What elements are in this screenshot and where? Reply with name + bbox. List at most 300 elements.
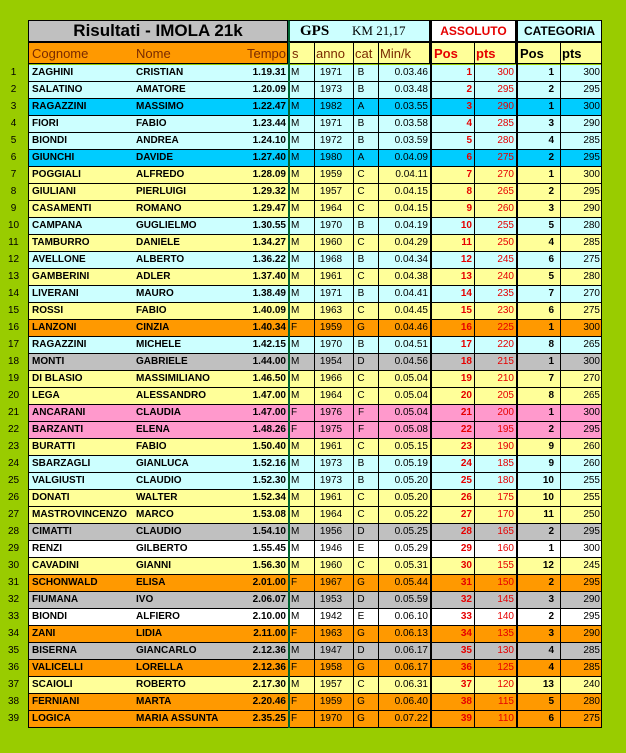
cell-pos: 27 <box>460 509 472 520</box>
cell-cat-pos: 8 <box>548 339 554 350</box>
cell-cat-pos: 10 <box>542 475 554 486</box>
row-number: 18 <box>7 356 20 367</box>
cell-sex: M <box>291 645 300 656</box>
cell-cat: B <box>357 135 365 146</box>
cell-cat: C <box>357 390 365 401</box>
cell-pts: 120 <box>497 679 514 690</box>
cell-anno: 1942 <box>319 611 343 622</box>
cell-cognome: VALICELLI <box>32 662 83 673</box>
cell-cat-pts: 295 <box>583 152 600 163</box>
cell-mink: 0.04.15 <box>394 186 428 197</box>
cell-pts: 130 <box>497 645 514 656</box>
cell-cat-pos: 2 <box>548 84 554 95</box>
cell-sex: M <box>291 84 300 95</box>
cell-mink: 0.03.58 <box>394 118 428 129</box>
cell-anno: 1959 <box>319 169 343 180</box>
cell-pts: 140 <box>497 611 514 622</box>
cell-pts: 185 <box>497 458 514 469</box>
cell-sex: M <box>291 475 300 486</box>
cell-tempo: 1.24.10 <box>252 135 286 146</box>
cell-pts: 290 <box>497 101 514 112</box>
cell-tempo: 1.52.34 <box>252 492 286 503</box>
cell-cat-pts: 295 <box>583 577 600 588</box>
cell-cognome: GAMBERINI <box>32 271 90 282</box>
cell-cognome: CIMATTI <box>32 526 72 537</box>
col-cognome: Cognome <box>32 46 89 61</box>
cell-cat: A <box>357 101 365 112</box>
cell-mink: 0.04.56 <box>394 356 428 367</box>
cell-pts: 255 <box>497 220 514 231</box>
cell-sex: M <box>291 679 300 690</box>
row-number: 7 <box>10 169 17 180</box>
cell-anno: 1953 <box>319 594 343 605</box>
cell-anno: 1959 <box>319 322 343 333</box>
cell-sex: F <box>291 424 298 435</box>
cell-cognome: SCHONWALD <box>32 577 98 588</box>
cell-pts: 200 <box>497 407 514 418</box>
cell-nome: ANDREA <box>136 135 179 146</box>
cell-nome: MARTA <box>136 696 172 707</box>
cell-pts: 175 <box>497 492 514 503</box>
cell-cognome: SCAIOLI <box>32 679 73 690</box>
cell-pos: 29 <box>460 543 472 554</box>
cell-nome: MICHELE <box>136 339 181 350</box>
cell-pos: 14 <box>460 288 472 299</box>
cell-sex: M <box>291 152 300 163</box>
cell-tempo: 1.46.50 <box>252 373 286 384</box>
cell-cat-pts: 260 <box>583 441 600 452</box>
cell-tempo: 1.38.49 <box>252 288 286 299</box>
cell-cat-pos: 6 <box>548 305 554 316</box>
cell-mink: 0.05.15 <box>394 441 428 452</box>
cell-tempo: 2.12.36 <box>252 645 286 656</box>
cell-anno: 1963 <box>319 628 343 639</box>
cell-cognome: CAMPANA <box>32 220 83 231</box>
row-number: 1 <box>10 67 17 78</box>
cell-cognome: BISERNA <box>32 645 78 656</box>
cell-cat: G <box>357 713 365 724</box>
cell-anno: 1980 <box>319 152 343 163</box>
cell-cat: B <box>357 458 365 469</box>
cell-nome: PIERLUIGI <box>136 186 187 197</box>
cell-sex: M <box>291 118 300 129</box>
cell-tempo: 1.50.40 <box>252 441 286 452</box>
row-number: 32 <box>7 594 20 605</box>
cell-mink: 0.04.38 <box>394 271 428 282</box>
cell-cat-pos: 5 <box>548 220 554 231</box>
cell-cat-pts: 300 <box>583 67 600 78</box>
cell-anno: 1957 <box>319 679 343 690</box>
cell-cat: C <box>357 373 365 384</box>
cell-cat-pos: 1 <box>548 169 554 180</box>
cell-cognome: DI BLASIO <box>32 373 83 384</box>
cell-pts: 230 <box>497 305 514 316</box>
cell-pos: 23 <box>460 441 472 452</box>
cell-cat-pos: 4 <box>548 645 554 656</box>
cell-cat-pos: 1 <box>548 67 554 78</box>
cell-pts: 235 <box>497 288 514 299</box>
cell-pos: 30 <box>460 560 472 571</box>
cell-sex: M <box>291 339 300 350</box>
cell-anno: 1976 <box>319 407 343 418</box>
cell-sex: F <box>291 577 298 588</box>
cell-sex: M <box>291 203 300 214</box>
cell-nome: MASSIMO <box>136 101 184 112</box>
cell-pts: 220 <box>497 339 514 350</box>
cell-tempo: 1.52.30 <box>252 475 286 486</box>
row-number: 10 <box>7 220 20 231</box>
cell-sex: M <box>291 237 300 248</box>
col-s: s <box>292 46 299 61</box>
col-cat: cat <box>355 46 373 61</box>
grid-line <box>431 42 432 728</box>
cell-sex: M <box>291 356 300 367</box>
cell-sex: M <box>291 288 300 299</box>
cell-nome: LIDIA <box>136 628 163 639</box>
cell-cat-pts: 285 <box>583 645 600 656</box>
cell-tempo: 1.29.32 <box>252 186 286 197</box>
row-number: 12 <box>7 254 20 265</box>
cell-cat-pos: 4 <box>548 135 554 146</box>
cell-cat-pts: 300 <box>583 356 600 367</box>
cell-cat-pts: 255 <box>583 492 600 503</box>
cell-pts: 135 <box>497 628 514 639</box>
col-pos: Pos <box>434 46 458 61</box>
cell-cognome: BURATTI <box>32 441 76 452</box>
cell-pts: 240 <box>497 271 514 282</box>
grid-line <box>560 42 561 728</box>
cell-cat-pos: 4 <box>548 662 554 673</box>
cell-cat-pts: 260 <box>583 458 600 469</box>
cell-pts: 215 <box>497 356 514 367</box>
cell-cognome: TAMBURRO <box>32 237 90 248</box>
cell-cat: C <box>357 169 365 180</box>
cell-cat-pos: 9 <box>548 458 554 469</box>
cell-anno: 1967 <box>319 577 343 588</box>
row-number: 35 <box>7 645 20 656</box>
cell-cat-pos: 8 <box>548 390 554 401</box>
cell-tempo: 1.23.44 <box>252 118 286 129</box>
cell-mink: 0.06.17 <box>394 645 428 656</box>
cell-nome: ALFREDO <box>136 169 185 180</box>
cell-tempo: 1.36.22 <box>252 254 286 265</box>
row-number: 29 <box>7 543 20 554</box>
row-number: 34 <box>7 628 20 639</box>
row-number: 14 <box>7 288 20 299</box>
cell-cognome: RENZI <box>32 543 62 554</box>
cell-sex: M <box>291 526 300 537</box>
cell-cat-pos: 5 <box>548 271 554 282</box>
cell-cat-pos: 13 <box>542 679 554 690</box>
cell-anno: 1957 <box>319 186 343 197</box>
cell-cat-pos: 3 <box>548 594 554 605</box>
cell-nome: GIANCARLO <box>136 645 197 656</box>
cell-anno: 1959 <box>319 696 343 707</box>
cell-pts: 150 <box>497 577 514 588</box>
cell-anno: 1982 <box>319 101 343 112</box>
cell-anno: 1971 <box>319 288 343 299</box>
cell-cat: C <box>357 441 365 452</box>
grid-line <box>28 42 29 728</box>
cell-cognome: BARZANTI <box>32 424 84 435</box>
cell-cognome: RAGAZZINI <box>32 101 87 112</box>
cell-pts: 195 <box>497 424 514 435</box>
col-cat-pos: Pos <box>520 46 544 61</box>
cell-cat-pts: 270 <box>583 288 600 299</box>
cell-pos: 21 <box>460 407 472 418</box>
cell-mink: 0.04.46 <box>394 322 428 333</box>
cell-tempo: 1.27.40 <box>252 152 286 163</box>
cell-cognome: LEGA <box>32 390 60 401</box>
cell-sex: M <box>291 373 300 384</box>
cell-cat: C <box>357 560 365 571</box>
cell-cognome: ROSSI <box>32 305 64 316</box>
cell-cat-pts: 280 <box>583 271 600 282</box>
cell-pts: 145 <box>497 594 514 605</box>
cell-cat-pts: 280 <box>583 220 600 231</box>
cell-pos: 9 <box>466 203 472 214</box>
cell-cat-pos: 1 <box>548 356 554 367</box>
cell-pts: 245 <box>497 254 514 265</box>
cell-mink: 0.05.19 <box>394 458 428 469</box>
cell-cat-pos: 6 <box>548 254 554 265</box>
cell-cat-pts: 265 <box>583 339 600 350</box>
cell-sex: F <box>291 696 298 707</box>
cell-cat-pos: 1 <box>548 407 554 418</box>
cell-pos: 38 <box>460 696 472 707</box>
col-nome: Nome <box>136 46 171 61</box>
cell-cognome: CAVADINI <box>32 560 79 571</box>
cell-cognome: CASAMENTI <box>32 203 92 214</box>
cell-anno: 1973 <box>319 458 343 469</box>
row-number: 5 <box>10 135 17 146</box>
row-number: 23 <box>7 441 20 452</box>
cell-cognome: MONTI <box>32 356 65 367</box>
row-number: 3 <box>10 101 17 112</box>
cell-pos: 4 <box>466 118 472 129</box>
cell-anno: 1964 <box>319 509 343 520</box>
cell-cat-pos: 2 <box>548 424 554 435</box>
cell-sex: M <box>291 169 300 180</box>
cell-cognome: ZAGHINI <box>32 67 74 78</box>
cell-pts: 250 <box>497 237 514 248</box>
cell-cat-pts: 290 <box>583 628 600 639</box>
cell-tempo: 1.42.15 <box>252 339 286 350</box>
cell-nome: GUGLIELMO <box>136 220 197 231</box>
cell-tempo: 1.52.16 <box>252 458 286 469</box>
cell-pos: 31 <box>460 577 472 588</box>
cell-mink: 0.05.31 <box>394 560 428 571</box>
gps-header <box>288 20 430 42</box>
row-number: 37 <box>7 679 20 690</box>
cell-tempo: 1.40.09 <box>252 305 286 316</box>
cell-sex: F <box>291 713 298 724</box>
cell-sex: M <box>291 611 300 622</box>
cell-anno: 1964 <box>319 390 343 401</box>
cell-mink: 0.05.22 <box>394 509 428 520</box>
row-number: 4 <box>10 118 17 129</box>
row-number: 30 <box>7 560 20 571</box>
cell-mink: 0.05.20 <box>394 475 428 486</box>
cell-cognome: VALGIUSTI <box>32 475 85 486</box>
grid-line <box>378 42 379 728</box>
cell-nome: ELENA <box>136 424 170 435</box>
cell-tempo: 1.22.47 <box>252 101 286 112</box>
cell-cognome: SALATINO <box>32 84 83 95</box>
cell-mink: 0.05.25 <box>394 526 428 537</box>
cell-nome: CLAUDIO <box>136 475 182 486</box>
cell-anno: 1973 <box>319 84 343 95</box>
cell-cat-pts: 285 <box>583 135 600 146</box>
assoluto-header: ASSOLUTO <box>430 20 516 42</box>
cell-cat-pos: 5 <box>548 696 554 707</box>
cell-pts: 160 <box>497 543 514 554</box>
cell-nome: ALESSANDRO <box>136 390 207 401</box>
cell-nome: FABIO <box>136 305 167 316</box>
cell-cat-pts: 300 <box>583 169 600 180</box>
cell-pts: 205 <box>497 390 514 401</box>
cell-cat: B <box>357 288 365 299</box>
cell-cognome: LOGICA <box>32 713 71 724</box>
cell-mink: 0.04.11 <box>395 169 428 180</box>
cell-cat: A <box>357 152 365 163</box>
cell-pos: 26 <box>460 492 472 503</box>
cell-pos: 15 <box>460 305 472 316</box>
cell-pos: 2 <box>466 84 472 95</box>
cell-cat-pos: 7 <box>548 288 554 299</box>
cell-cat-pos: 3 <box>548 628 554 639</box>
cell-nome: MARCO <box>136 509 174 520</box>
cell-nome: ROMANO <box>136 203 182 214</box>
cell-anno: 1960 <box>319 560 343 571</box>
cell-tempo: 1.53.08 <box>252 509 286 520</box>
cell-anno: 1956 <box>319 526 343 537</box>
cell-cognome: POGGIALI <box>32 169 81 180</box>
cell-anno: 1971 <box>319 118 343 129</box>
cell-cat-pts: 295 <box>583 526 600 537</box>
cell-mink: 0.04.41 <box>394 288 428 299</box>
row-number: 38 <box>7 696 20 707</box>
cell-nome: MAURO <box>136 288 174 299</box>
cell-cat-pts: 300 <box>583 322 600 333</box>
cell-cat-pts: 300 <box>583 543 600 554</box>
cell-cat: G <box>357 696 365 707</box>
cell-nome: ROBERTO <box>136 679 186 690</box>
cell-anno: 1970 <box>319 339 343 350</box>
cell-pos: 1 <box>466 67 472 78</box>
cell-sex: M <box>291 186 300 197</box>
cell-cat-pos: 2 <box>548 611 554 622</box>
cell-cat: G <box>357 628 365 639</box>
cell-sex: M <box>291 67 300 78</box>
cell-cat: B <box>357 220 365 231</box>
cell-pts: 275 <box>497 152 514 163</box>
cell-pos: 10 <box>460 220 472 231</box>
cell-cat-pos: 12 <box>542 560 554 571</box>
cell-pos: 34 <box>460 628 472 639</box>
cell-cat: F <box>357 424 365 435</box>
cell-anno: 1964 <box>319 203 343 214</box>
cell-pos: 39 <box>460 713 472 724</box>
cell-pos: 35 <box>460 645 472 656</box>
cell-cognome: SBARZAGLI <box>32 458 91 469</box>
cell-tempo: 1.30.55 <box>252 220 286 231</box>
row-number: 22 <box>7 424 20 435</box>
cell-cat: C <box>357 186 365 197</box>
row-number: 36 <box>7 662 20 673</box>
cell-cat: B <box>357 475 365 486</box>
cell-cat-pos: 2 <box>548 577 554 588</box>
cell-cognome: DONATI <box>32 492 70 503</box>
cell-cognome: LANZONI <box>32 322 77 333</box>
cell-cat: F <box>357 407 365 418</box>
cell-pos: 19 <box>460 373 472 384</box>
cell-cat: D <box>357 356 365 367</box>
cell-anno: 1975 <box>319 424 343 435</box>
cell-pos: 20 <box>460 390 472 401</box>
cell-mink: 0.04.34 <box>394 254 428 265</box>
cell-pts: 270 <box>497 169 514 180</box>
cell-cat-pts: 240 <box>583 679 600 690</box>
cell-cat: C <box>357 237 365 248</box>
cell-mink: 0.04.19 <box>394 220 428 231</box>
cell-pos: 3 <box>466 101 472 112</box>
cell-tempo: 2.01.00 <box>252 577 286 588</box>
cell-pts: 260 <box>497 203 514 214</box>
cell-pts: 110 <box>498 713 514 724</box>
cell-anno: 1972 <box>319 135 343 146</box>
cell-cat-pos: 7 <box>548 373 554 384</box>
cell-mink: 0.03.48 <box>394 84 428 95</box>
cell-anno: 1961 <box>319 271 343 282</box>
cell-mink: 0.04.15 <box>394 203 428 214</box>
cell-cat-pos: 3 <box>548 203 554 214</box>
cell-cat-pos: 2 <box>548 186 554 197</box>
row-number: 16 <box>7 322 20 333</box>
cell-sex: F <box>291 322 298 333</box>
cell-cat-pts: 300 <box>583 407 600 418</box>
cell-cat: B <box>357 118 365 129</box>
cell-pos: 28 <box>460 526 472 537</box>
cell-nome: CINZIA <box>136 322 170 333</box>
cell-tempo: 2.17.30 <box>252 679 286 690</box>
cell-pts: 115 <box>498 696 514 707</box>
cell-cat: C <box>357 679 365 690</box>
cell-pts: 190 <box>497 441 514 452</box>
cell-pos: 6 <box>466 152 472 163</box>
row-number: 33 <box>7 611 20 622</box>
cell-pos: 11 <box>461 237 472 248</box>
cell-mink: 0.06.40 <box>394 696 428 707</box>
cell-tempo: 1.40.34 <box>252 322 286 333</box>
cell-sex: M <box>291 458 300 469</box>
cell-tempo: 1.20.09 <box>252 84 286 95</box>
cell-cat-pts: 265 <box>583 390 600 401</box>
cell-mink: 0.06.10 <box>394 611 428 622</box>
cell-sex: M <box>291 135 300 146</box>
cell-mink: 0.07.22 <box>394 713 428 724</box>
cell-mink: 0.05.44 <box>394 577 428 588</box>
cell-nome: IVO <box>136 594 154 605</box>
cell-cognome: GIULIANI <box>32 186 76 197</box>
cell-cat-pts: 295 <box>583 84 600 95</box>
cell-cognome: AVELLONE <box>32 254 86 265</box>
cell-anno: 1970 <box>319 220 343 231</box>
cell-pos: 13 <box>460 271 472 282</box>
cell-cat: D <box>357 645 365 656</box>
cell-cat-pos: 2 <box>548 152 554 163</box>
cell-nome: CLAUDIA <box>136 407 181 418</box>
